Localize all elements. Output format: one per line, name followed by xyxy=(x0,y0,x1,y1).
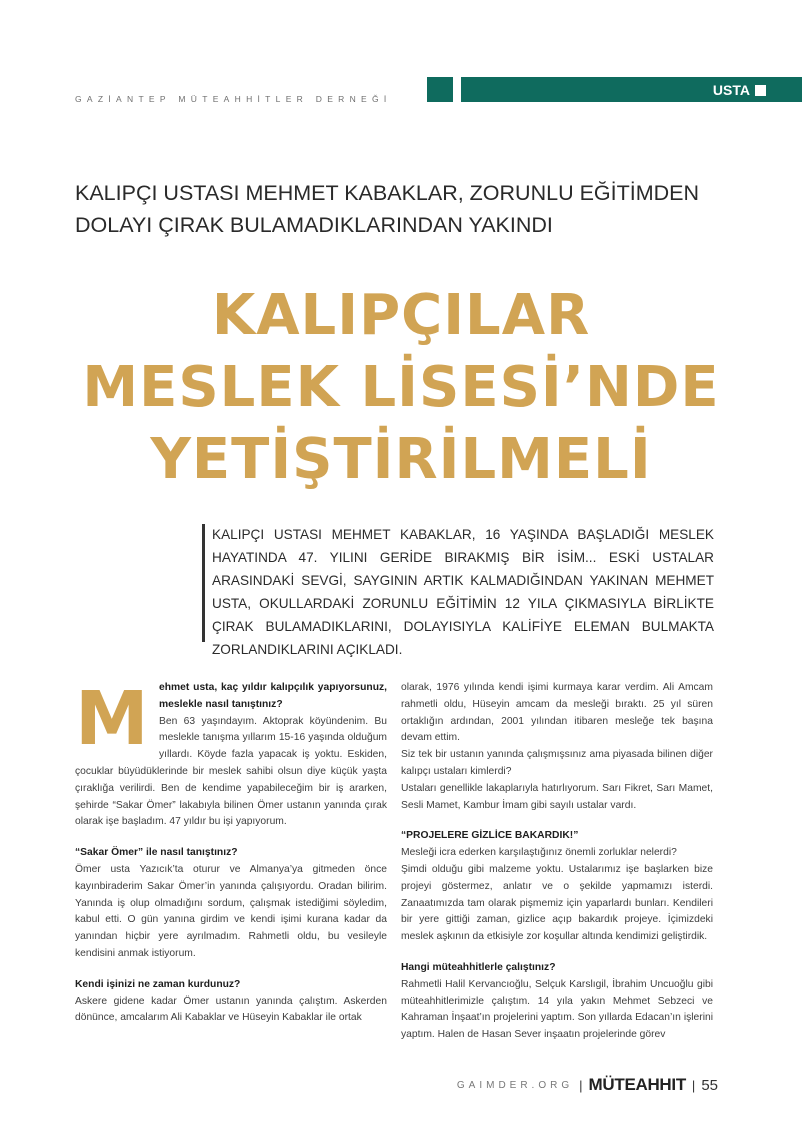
section-bar xyxy=(461,77,802,102)
answer: Şimdi olduğu gibi malzeme yoktu. Ustalarımız işe başlarken bize projeyi göstermez, anlatır ve o şekilde yapmamızı isterdi. Zanaatımızda tam olarak pişmemiz için yaparlardı bunları. Kendileri bir yere gittiği zaman, gizlice açıp bakardık projeye. İçimizdeki meslek aşkının da etkisiyle zor koşullar altında kendimizi geliştirdik. xyxy=(401,863,713,943)
question-inline: Siz tek bir ustanın yanında çalışmışsınız ama piyasada bilinen diğer kalıpçı ustaları kimlerdi? xyxy=(401,749,713,777)
lead-rule xyxy=(202,524,205,642)
page-number: 55 xyxy=(701,1076,718,1094)
section-label xyxy=(713,82,766,98)
question: Hangi müteahhitlerle çalıştınız? xyxy=(401,961,556,973)
question-inline: Mesleği icra ederken karşılaştığınız önemli zorluklar nelerdi? xyxy=(401,847,677,859)
question: Kendi işinizi ne zaman kurdunuz? xyxy=(75,978,241,990)
headline-line: KALIPÇILAR xyxy=(211,283,591,348)
answer: Askere gidene kadar Ömer ustanın yanında çalıştım. Askerden dönünce, amcalarım Ali Kabaklar ve Hüseyin Kabaklar ile ortak xyxy=(75,995,387,1024)
subheading: “PROJELERE GİZLİCE BAKARDIK!” xyxy=(401,830,579,842)
article-lead: KALIPÇI USTASI MEHMET KABAKLAR, 16 YAŞINDA BAŞLADIĞI MESLEK HAYATINDA 47. YILINI GERİDE BIRAKMIŞ BİR İSİM... ESKİ USTALAR ARASINDAKİ SEVGİ, SAYGININ ARTIK KALMADIĞINDAN YAKINAN MEHMET USTA, OKULLARDAKİ ZORUNLU EĞİTİMİN 12 YILA ÇIKMASIYLA BİRLİKTE ÇIRAK BULAMADIKLARINI, DOLAYISIYLA KALİFİYE ELEMAN BULMAKTA ZORLANDIKLARINI AÇIKLADI. xyxy=(212,527,714,657)
square-icon xyxy=(755,85,766,96)
answer: Ömer usta Yazıcık’ta oturur ve Almanya’ya gitmeden önce kayınbiraderim Sakar Ömer’in yanında çalışıyordu. Oradan bilirim. Yanında iş olup olmadığını sordum, çalışmak istediğimi söyledim, kabul etti. O gün yanına girdim ve kendi işimi kurana kadar da yanından hiçbir yere ayrılmadım. Rahmetli oldu, bu vesileyle kendisini anmak istiyorum. xyxy=(75,863,387,959)
answer: Ben 63 yaşındayım. Aktoprak köyündenim. Bu meslekle tanışma yıllarım 15-16 yaşında olduğum yıllardı. Köyde fazla yapacak iş yoktu. Eskiden, çocuklar büyüdüklerinde bir meslek sahibi olsun diye küçük yaşta çıraklığa verilirdi. Ben de kendime yapabileceğim bir iş ararken, şehirde “Sakar Ömer” lakabıyla bilinen Ömer ustanın yanında çırak olarak işe başladım. 47 yıldır bu işi yapıyorum. xyxy=(75,715,387,828)
question: ehmet usta, kaç yıldır kalıpçılık yapıyorsunuz, meslekle nasıl tanıştınız? xyxy=(159,682,387,710)
article-kicker: KALIPÇI USTASI MEHMET KABAKLAR, ZORUNLU EĞİTİMDEN DOLAYI ÇIRAK BULAMADIKLARINDAN YAKINDI xyxy=(75,181,700,237)
footer-divider: | xyxy=(691,1077,696,1093)
org-header: GAZİANTEP MÜTEAHHİTLER DERNEĞİ xyxy=(75,94,392,104)
left-column xyxy=(75,676,387,1027)
page-footer xyxy=(457,1075,718,1095)
headline-line: MESLEK LİSESİ’NDE xyxy=(82,355,720,420)
article-headline xyxy=(40,280,762,496)
right-column xyxy=(401,680,713,1044)
footer-divider: | xyxy=(579,1077,583,1093)
section-label-text: USTA xyxy=(712,82,750,98)
headline-line: YETİŞTİRİLMELİ xyxy=(150,427,652,492)
footer-url: GAIMDER.ORG xyxy=(456,1079,574,1091)
question: “Sakar Ömer” ile nasıl tanıştınız? xyxy=(75,847,238,859)
header-accent-square xyxy=(427,77,453,102)
magazine-logo: MÜTEAHHIT xyxy=(588,1075,686,1094)
answer: Ustaları genellikle lakaplarıyla hatırlıyorum. Sarı Fikret, Sarı Mamet, Sesli Mamet, Kambur İmam gibi sayılı ustalar vardı. xyxy=(401,782,713,811)
dropcap: M xyxy=(75,676,149,762)
answer: Rahmetli Halil Kervancıoğlu, Selçuk Karslıgil, İbrahim Uncuoğlu gibi müteahhitlerimizle çalıştım. 14 yıla yakın Mehmet Sebzeci ve Kahraman İnşaat’ın projelerini yaptım. Son yıllarda Edacan’ın işlerini yaptım. Halen de Hasan Sever inşaatın projelerinde görev xyxy=(401,978,713,1041)
answer: olarak, 1976 yılında kendi işimi kurmaya karar verdim. Ali Amcam rahmetli oldu, Hüseyin amcam da mesleği bıraktı. 25 yıl süren ortaklığın ardından, 2001 yılından itibaren mesleğe tek başına devam ettim. xyxy=(401,682,713,744)
